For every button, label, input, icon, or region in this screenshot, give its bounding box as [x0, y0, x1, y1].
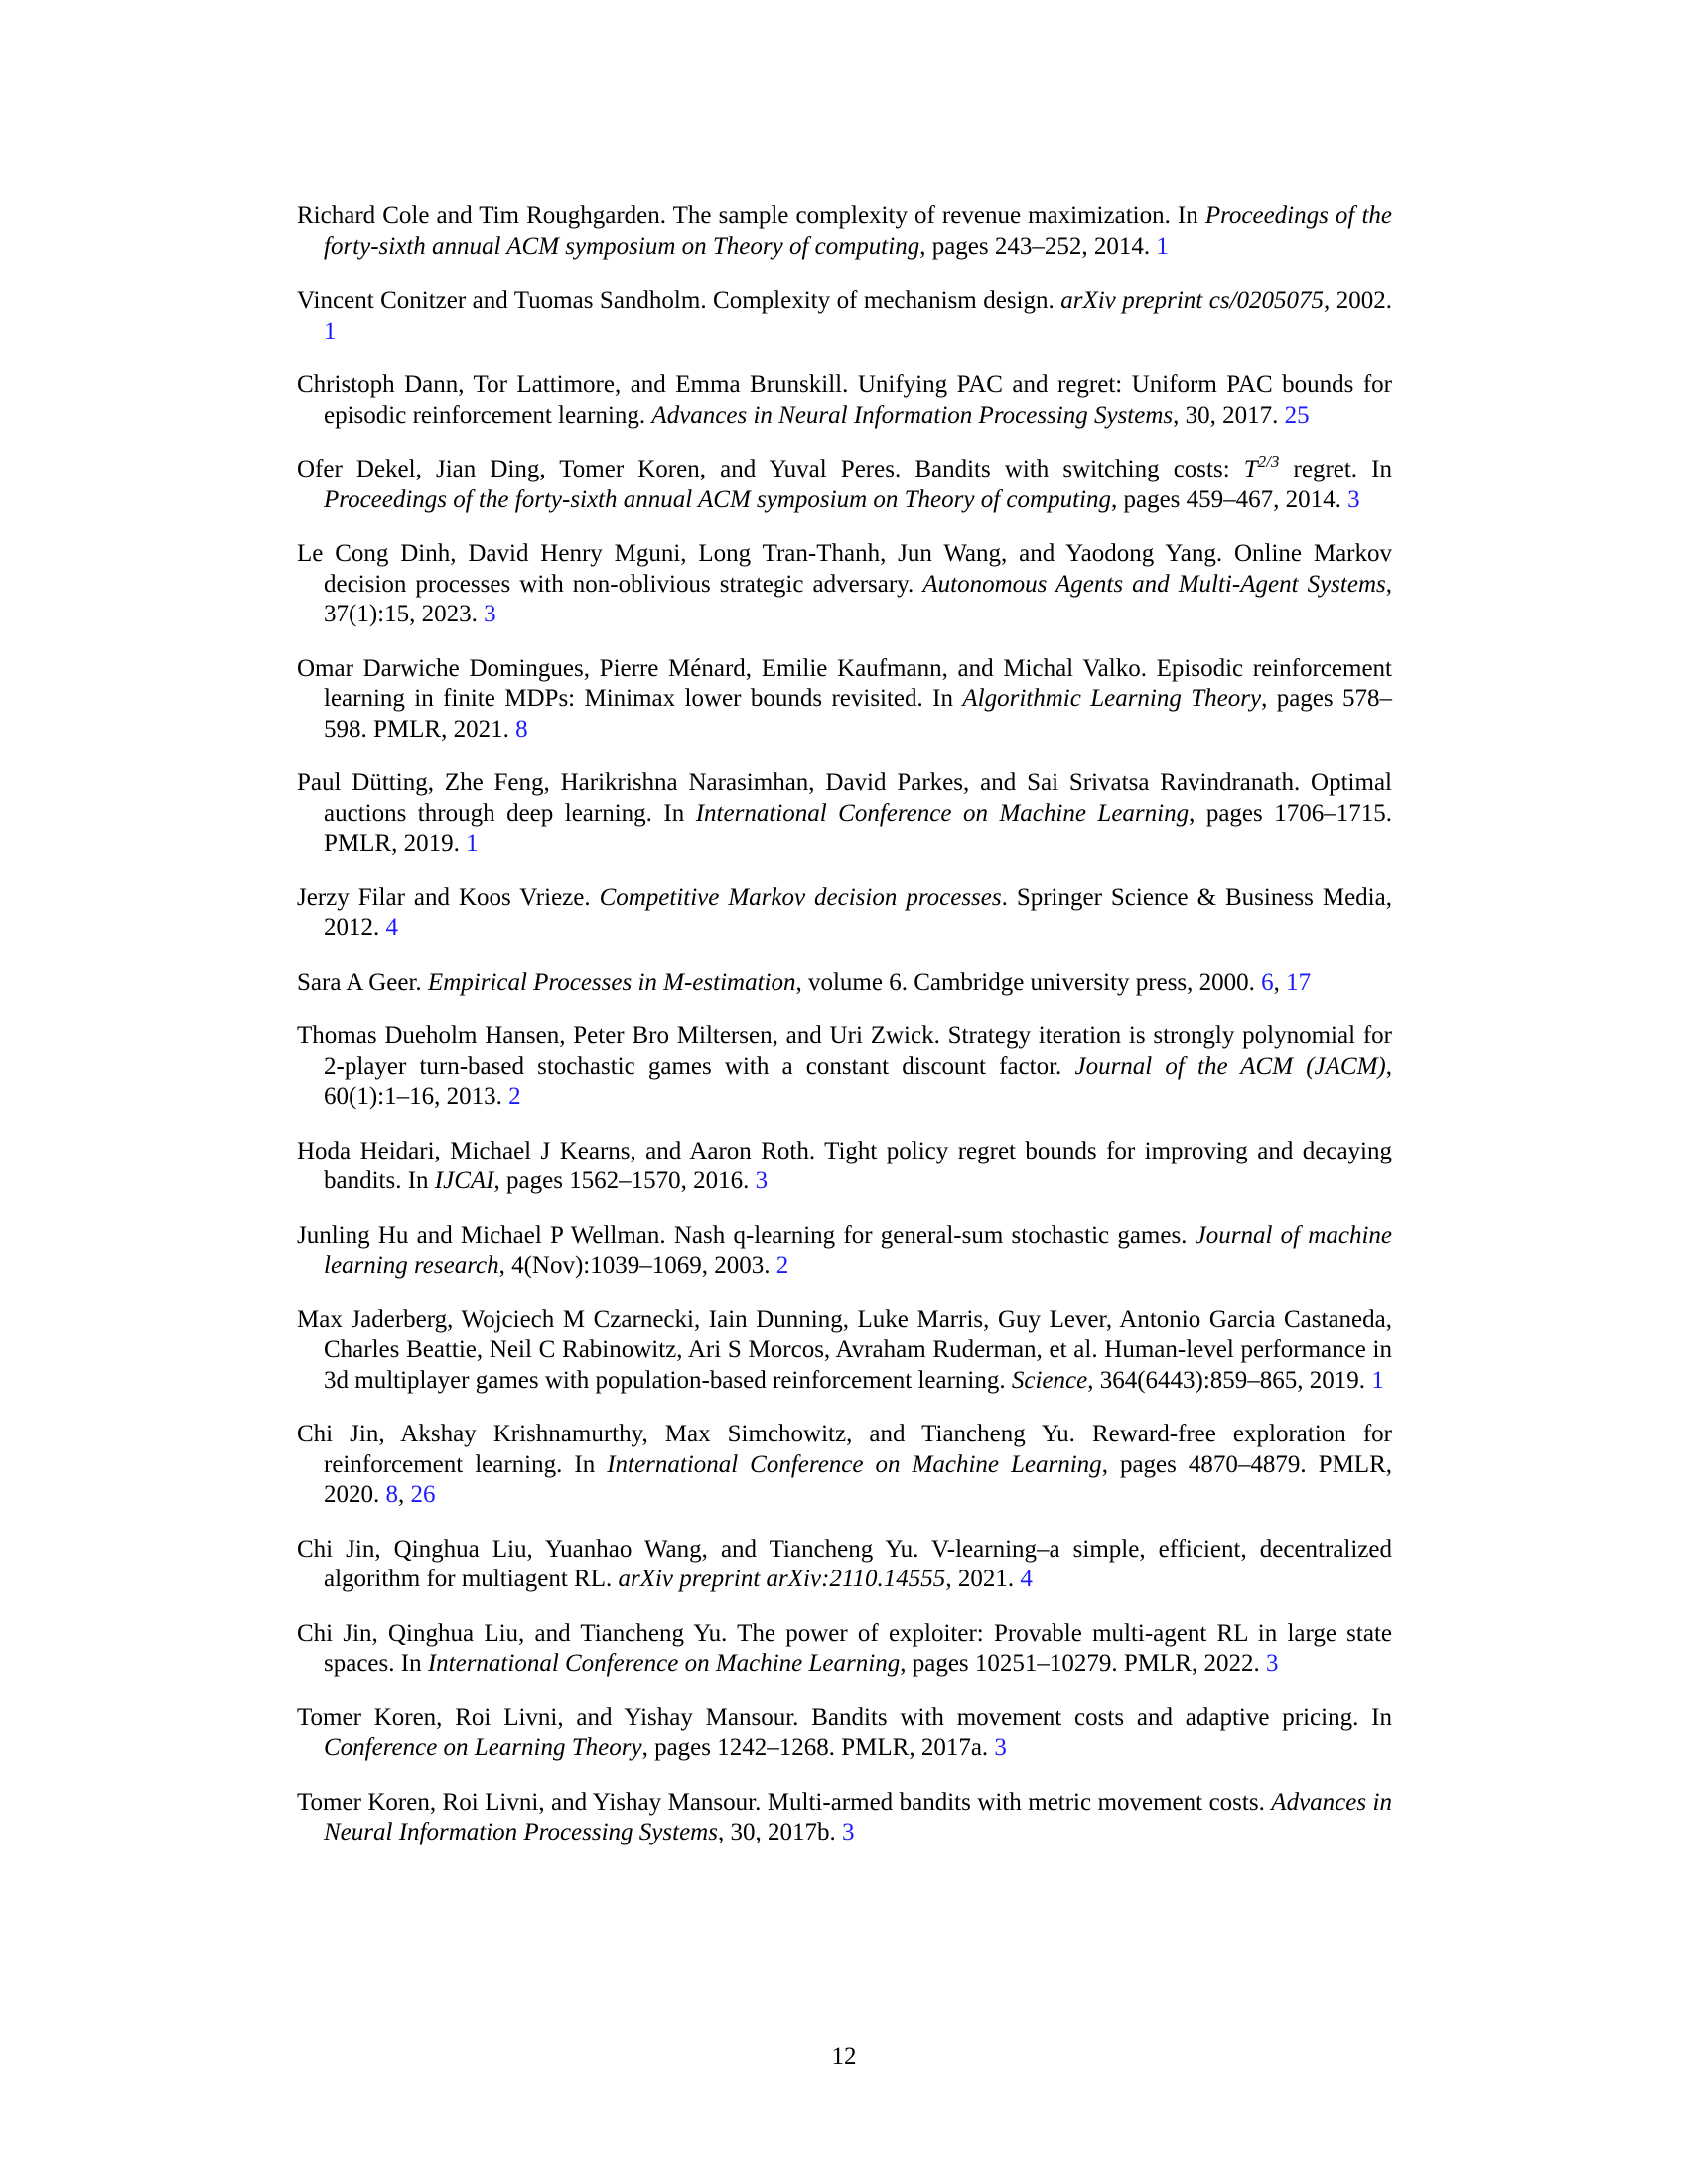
reference-venue: Algorithmic Learning Theory [962, 685, 1262, 712]
reference-entry [297, 1788, 1392, 1848]
reference-text: Jerzy Filar and Koos Vrieze. [297, 884, 600, 911]
reference-entry [297, 370, 1392, 431]
reference-entry [297, 202, 1392, 262]
reference-venue: International Conference on Machine Learning [695, 799, 1190, 827]
math-superscript: 2/3 [1257, 452, 1280, 471]
reference-venue: International Conference on Machine Learning [607, 1450, 1102, 1478]
reference-entry [297, 1619, 1392, 1680]
reference-text: Richard Cole and Tim Roughgarden. The sample complexity of revenue maximization. In [297, 203, 1205, 229]
reference-venue: arXiv preprint arXiv:2110.14555 [618, 1566, 946, 1592]
backref-link[interactable]: 3 [484, 601, 496, 627]
reference-text: , 30, 2017. [1173, 401, 1285, 429]
reference-text: , 30, 2017b. [717, 1819, 842, 1845]
reference-entry [297, 768, 1392, 860]
reference-entry [297, 1420, 1392, 1511]
reference-text: Thomas Dueholm Hansen, Peter Bro Miltersen, and Uri Zwick. Strategy iteration is strongly polynomial for 2-player turn-based stochastic games with a constant discount factor. [297, 1023, 1392, 1080]
reference-venue: Proceedings of the forty-sixth annual ACM symposium on Theory of computing [324, 203, 1392, 260]
reference-text: , 364(6443):859–865, 2019. [1087, 1366, 1372, 1394]
reference-entry [297, 1704, 1392, 1764]
reference-venue: Advances in Neural Information Processing Systems [651, 401, 1174, 429]
reference-entry [297, 452, 1392, 515]
backref-link[interactable]: 17 [1286, 968, 1312, 996]
reference-venue: Journal of machine learning research [324, 1221, 1392, 1279]
reference-text: , pages 1242–1268. PMLR, 2017a. [641, 1734, 995, 1761]
backref-link[interactable]: 6 [1261, 968, 1274, 996]
reference-venue: Journal of the ACM (JACM) [1074, 1052, 1386, 1080]
backref-link[interactable]: 3 [1347, 485, 1360, 513]
backref-link[interactable]: 8 [385, 1481, 398, 1508]
backref-link[interactable]: 4 [1020, 1566, 1033, 1592]
reference-text: Max Jaderberg, Wojciech M Czarnecki, Iain Dunning, Luke Marris, Guy Lever, Antonio Garcia Castaneda, Charles Beattie, Neil C Rabinowitz, Ari S Morcos, Avraham Ruderman, et al. Human-level performance in 3d multiplayer games with population-based reinforcement learning. [297, 1305, 1392, 1394]
reference-text: Chi Jin, Akshay Krishnamurthy, Max Simchowitz, and Tiancheng Yu. Reward-free exploration for reinforcement learning. In [297, 1421, 1392, 1478]
reference-venue: Conference on Learning Theory [324, 1734, 642, 1761]
reference-text: Ofer Dekel, Jian Ding, Tomer Koren, and Yuval Peres. Bandits with switching costs: [297, 456, 1244, 482]
backref-link[interactable]: 1 [1371, 1366, 1384, 1394]
reference-entry [297, 1305, 1392, 1397]
reference-text: . Springer Science & Business Media, 2012. [324, 884, 1392, 941]
reference-venue: arXiv preprint cs/0205075 [1060, 287, 1325, 314]
page-number: 12 [831, 2043, 857, 2070]
backref-link[interactable]: 26 [410, 1481, 436, 1508]
reference-text: Tomer Koren, Roi Livni, and Yishay Mansour. Bandits with movement costs and adaptive pricing. In [297, 1704, 1392, 1731]
reference-text: , pages 10251–10279. PMLR, 2022. [900, 1650, 1266, 1677]
backref-link[interactable]: 1 [466, 830, 479, 857]
reference-text: , pages 4870–4879. PMLR, 2020. [324, 1450, 1392, 1508]
backref-link[interactable]: 2 [775, 1252, 789, 1279]
backref-link[interactable]: 25 [1284, 401, 1310, 429]
reference-text: , pages 459–467, 2014. [1110, 485, 1348, 513]
backref-separator: , [398, 1481, 411, 1508]
reference-text: Christoph Dann, Tor Lattimore, and Emma Brunskill. Unifying PAC and regret: Uniform PAC bounds for episodic reinforcement learning. [297, 371, 1392, 429]
backref-link[interactable]: 1 [1156, 232, 1169, 260]
reference-venue: Proceedings of the forty-sixth annual ACM symposium on Theory of computing [324, 485, 1111, 513]
backref-link[interactable]: 3 [1265, 1650, 1279, 1677]
reference-entry [297, 1137, 1392, 1197]
reference-text: Sara A Geer. [297, 968, 428, 996]
reference-venue: Advances in Neural Information Processing Systems [324, 1788, 1393, 1845]
reference-text: Junling Hu and Michael P Wellman. Nash q-learning for general-sum stochastic games. [297, 1221, 1196, 1249]
reference-venue: Competitive Markov decision processes [599, 884, 1002, 911]
reference-entry [297, 1535, 1392, 1595]
backref-link[interactable]: 8 [515, 715, 528, 743]
reference-text: , 60(1):1–16, 2013. [324, 1052, 1392, 1110]
backref-link[interactable]: 4 [385, 914, 398, 941]
reference-entry [297, 968, 1392, 999]
backref-link[interactable]: 3 [755, 1167, 769, 1194]
reference-entry [297, 654, 1392, 746]
backref-separator: , [1273, 968, 1287, 996]
reference-text: , 4(Nov):1039–1069, 2003. [498, 1252, 776, 1279]
reference-text: , 37(1):15, 2023. [324, 570, 1392, 627]
reference-text: regret. In [1279, 456, 1392, 482]
backref-link[interactable]: 1 [324, 317, 337, 344]
reference-text: Chi Jin, Qinghua Liu, and Tiancheng Yu. The power of exploiter: Provable multi-agent RL in large state spaces. In [297, 1619, 1392, 1677]
reference-text: Le Cong Dinh, David Henry Mguni, Long Tran-Thanh, Jun Wang, and Yaodong Yang. Online Markov decision processes with non-oblivious strategic adversary. [297, 540, 1392, 598]
reference-text: , pages 1562–1570, 2016. [493, 1167, 756, 1194]
reference-venue: Autonomous Agents and Multi-Agent Systems [922, 570, 1386, 598]
reference-entry [297, 539, 1392, 630]
reference-entry [297, 1221, 1392, 1282]
backref-link[interactable]: 3 [994, 1734, 1007, 1761]
reference-list [297, 202, 1392, 1872]
reference-text: , pages 1706–1715. PMLR, 2019. [324, 799, 1393, 857]
reference-text: Paul Dütting, Zhe Feng, Harikrishna Narasimhan, David Parkes, and Sai Srivatsa Ravindranath. Optimal auctions through deep learning. In [297, 769, 1392, 827]
reference-text: Hoda Heidari, Michael J Kearns, and Aaron Roth. Tight policy regret bounds for improving and decaying bandits. In [297, 1137, 1392, 1194]
reference-text: , 2002. [1324, 287, 1392, 314]
reference-text: , pages 578–598. PMLR, 2021. [324, 685, 1393, 743]
reference-text: , 2021. [945, 1566, 1021, 1592]
math-symbol: T [1243, 456, 1258, 482]
backref-link[interactable]: 3 [841, 1819, 855, 1845]
reference-venue: Science [1011, 1366, 1088, 1394]
reference-entry [297, 884, 1392, 944]
reference-venue: International Conference on Machine Learning [427, 1650, 901, 1677]
backref-link[interactable]: 2 [508, 1083, 521, 1110]
reference-text: , volume 6. Cambridge university press, 2000. [795, 968, 1262, 996]
reference-venue: Empirical Processes in M-estimation [427, 968, 796, 996]
reference-entry [297, 1022, 1392, 1113]
reference-text: , pages 243–252, 2014. [919, 232, 1157, 260]
reference-text: Chi Jin, Qinghua Liu, Yuanhao Wang, and Tiancheng Yu. V-learning–a simple, efficient, decentralized algorithm for multiagent RL. [297, 1535, 1392, 1592]
reference-venue: IJCAI [434, 1167, 494, 1194]
reference-text: Omar Darwiche Domingues, Pierre Ménard, Emilie Kaufmann, and Michal Valko. Episodic reinforcement learning in finite MDPs: Minimax lower bounds revisited. In [297, 654, 1392, 712]
reference-entry [297, 286, 1392, 346]
reference-text: Vincent Conitzer and Tuomas Sandholm. Complexity of mechanism design. [297, 287, 1061, 314]
reference-text: Tomer Koren, Roi Livni, and Yishay Mansour. Multi-armed bandits with metric movement costs. [297, 1788, 1272, 1816]
